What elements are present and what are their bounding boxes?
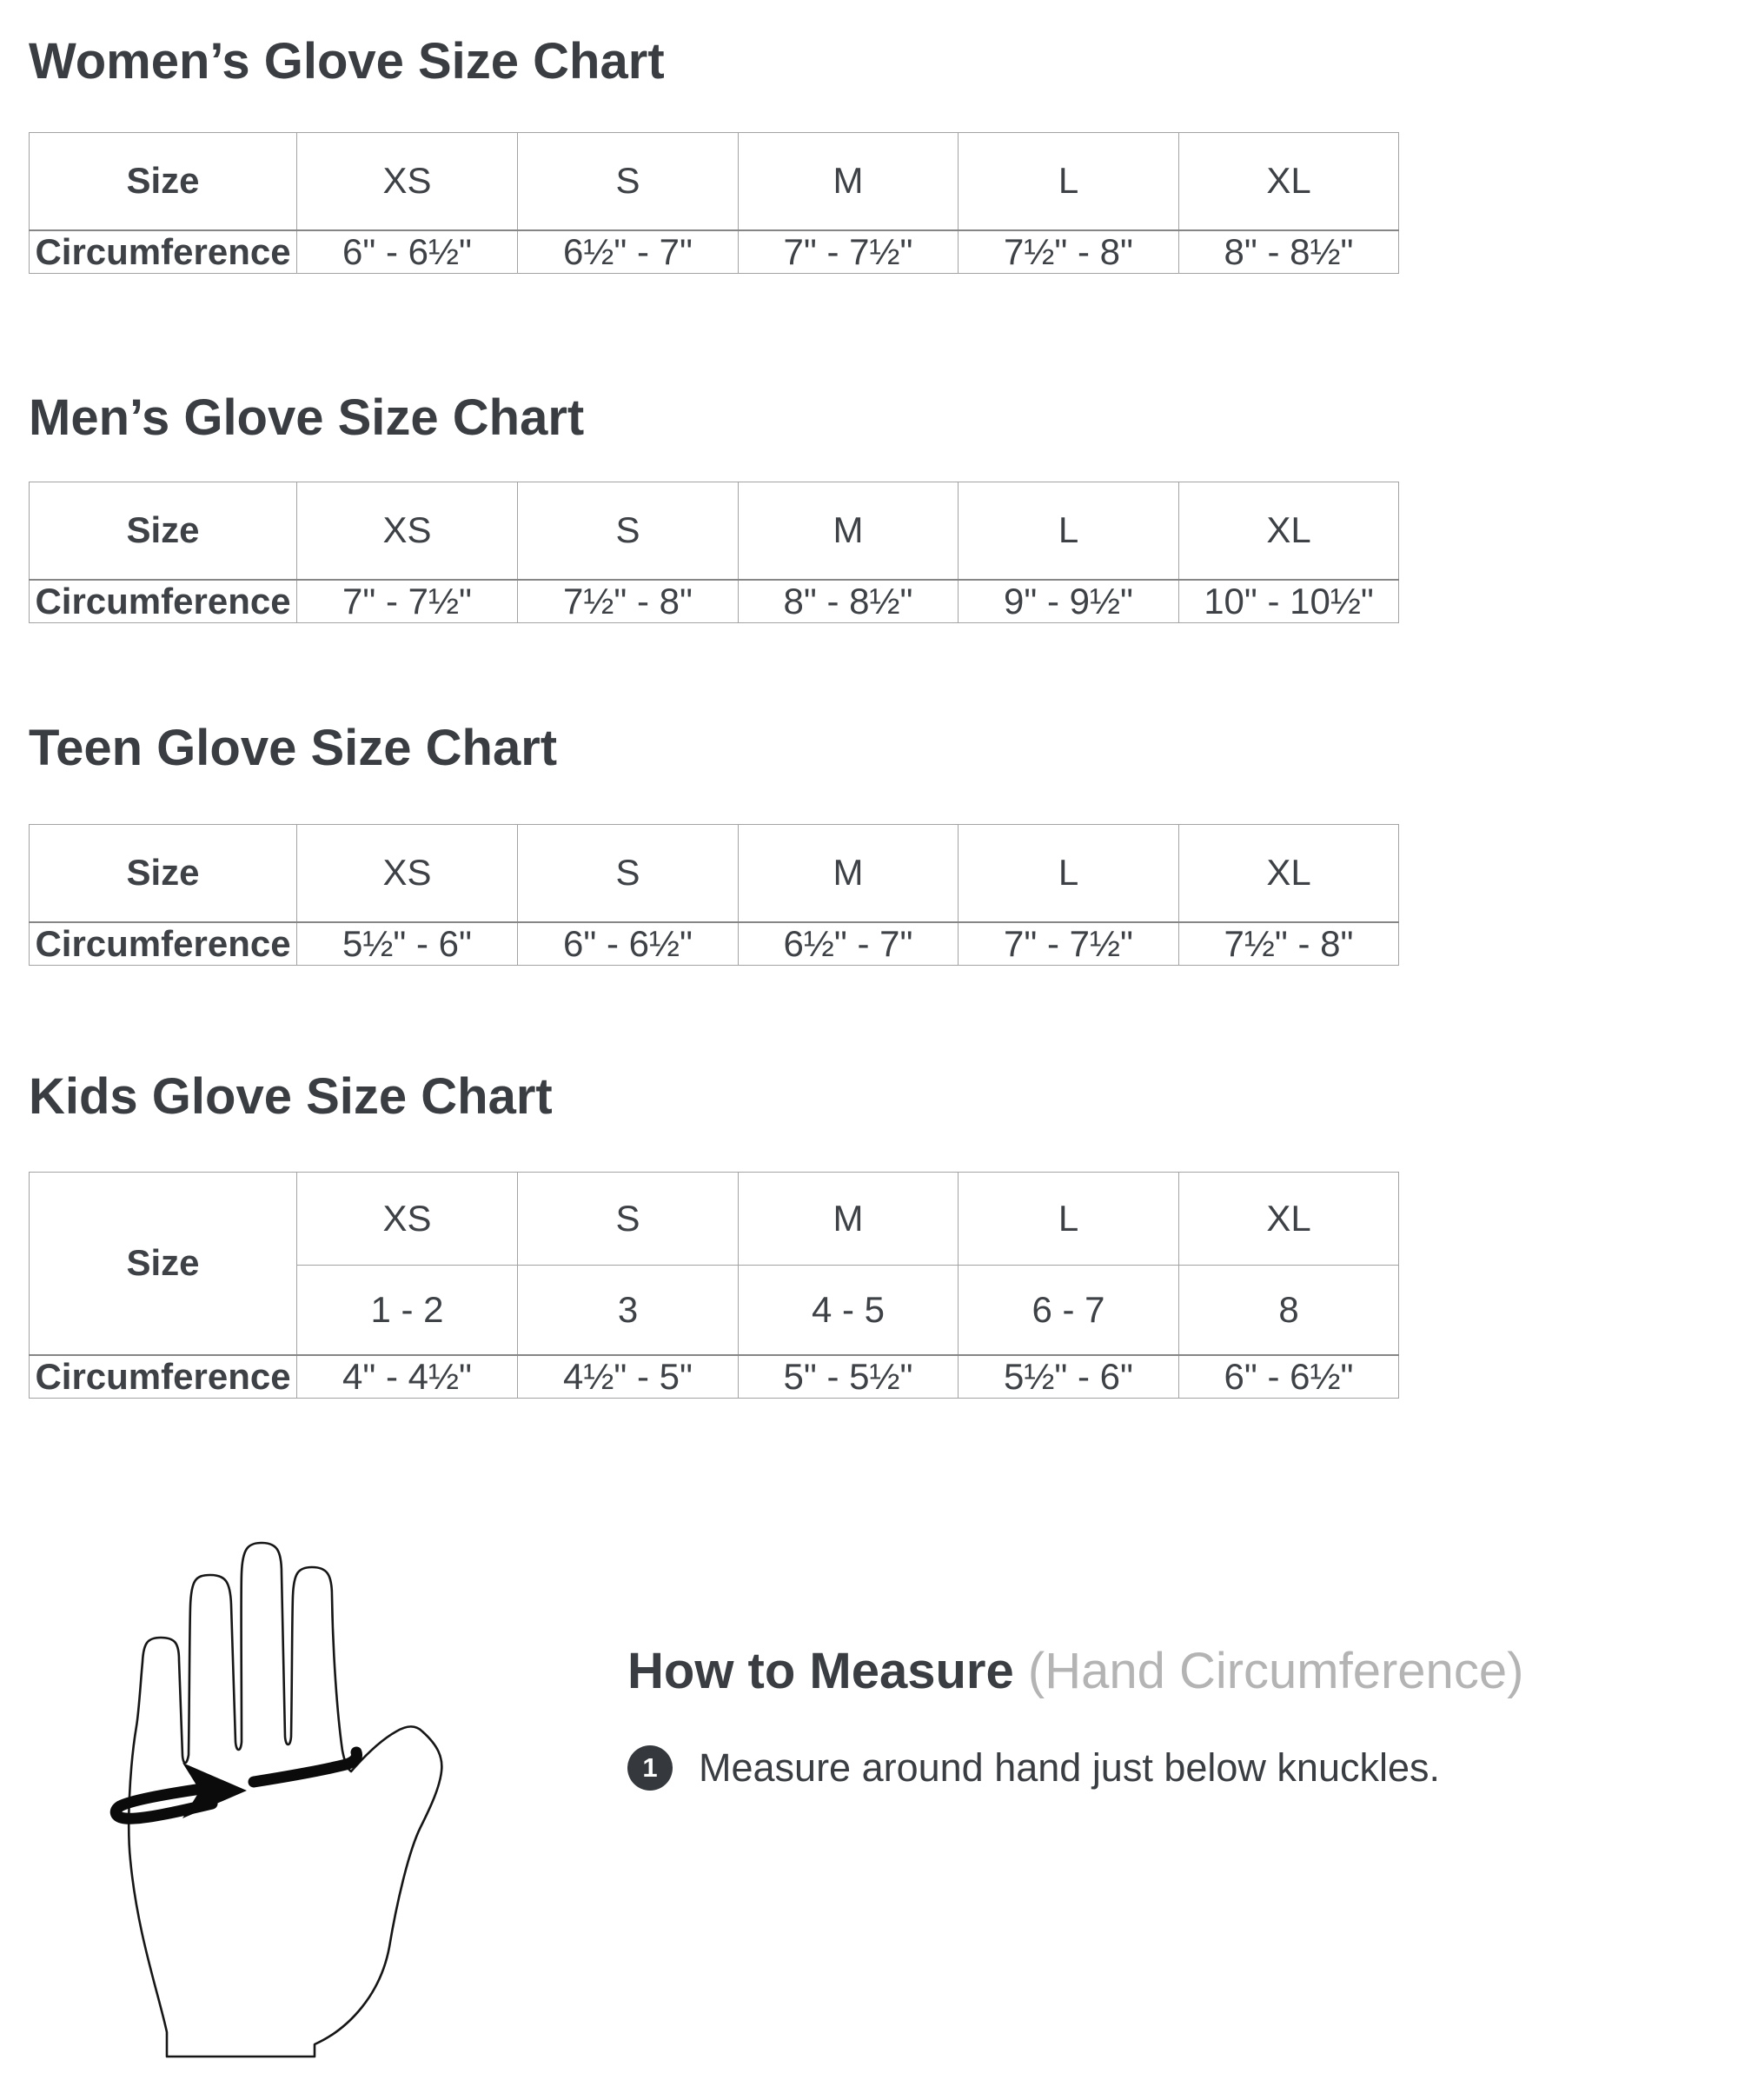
size-cell: S <box>518 133 739 230</box>
kids-size-chart <box>29 1172 1399 1399</box>
hand-outline <box>129 1543 441 2057</box>
size-cell: L <box>959 482 1179 580</box>
age-cell: 8 <box>1179 1266 1399 1355</box>
teen-size-chart <box>29 824 1399 966</box>
how-to-measure-subtitle: (Hand Circumference) <box>1027 1643 1524 1699</box>
circumference-cell: 7½" - 8" <box>959 230 1179 274</box>
how-to-measure-title-text: How to Measure <box>627 1643 1014 1699</box>
size-cell: S <box>518 1173 739 1266</box>
row-label-circumference: Circumference <box>30 1355 297 1399</box>
age-cell: 3 <box>518 1266 739 1355</box>
chart-title-men: Men’s Glove Size Chart <box>29 389 585 446</box>
size-cell: XL <box>1179 1173 1399 1266</box>
circumference-cell: 8" - 8½" <box>1179 230 1399 274</box>
size-cell: L <box>959 825 1179 922</box>
circumference-cell: 5½" - 6" <box>959 1355 1179 1399</box>
row-label-size: Size <box>30 482 297 580</box>
circumference-cell: 9" - 9½" <box>959 580 1179 623</box>
size-chart-table-teen <box>29 824 1399 966</box>
age-cell: 1 - 2 <box>297 1266 518 1355</box>
hand-illustration <box>92 1540 450 2062</box>
size-cell: XS <box>297 1173 518 1266</box>
how-to-measure-title <box>627 1643 1524 1699</box>
age-cell: 4 - 5 <box>739 1266 959 1355</box>
row-label-size: Size <box>30 1173 297 1355</box>
size-cell: XL <box>1179 825 1399 922</box>
size-cell: XL <box>1179 482 1399 580</box>
size-cell: M <box>739 825 959 922</box>
row-label-circumference: Circumference <box>30 922 297 966</box>
circumference-cell: 6" - 6½" <box>1179 1355 1399 1399</box>
size-cell: L <box>959 1173 1179 1266</box>
measure-step-1 <box>627 1745 1523 1791</box>
circumference-cell: 8" - 8½" <box>739 580 959 623</box>
circumference-cell: 6½" - 7" <box>518 230 739 274</box>
circumference-cell: 5" - 5½" <box>739 1355 959 1399</box>
row-label-circumference: Circumference <box>30 580 297 623</box>
size-cell: M <box>739 482 959 580</box>
men-size-chart <box>29 482 1399 623</box>
how-to-measure-section <box>627 1643 1524 1791</box>
size-cell: XS <box>297 133 518 230</box>
size-chart-table-women <box>29 132 1399 274</box>
chart-title-women: Women’s Glove Size Chart <box>29 33 665 90</box>
row-label-size: Size <box>30 133 297 230</box>
size-cell: M <box>739 133 959 230</box>
size-cell: XL <box>1179 133 1399 230</box>
chart-title-kids: Kids Glove Size Chart <box>29 1068 553 1125</box>
age-cell: 6 - 7 <box>959 1266 1179 1355</box>
women-size-chart <box>29 132 1399 274</box>
circumference-cell: 6½" - 7" <box>739 922 959 966</box>
circumference-cell: 7½" - 8" <box>518 580 739 623</box>
size-cell: XS <box>297 482 518 580</box>
chart-title-teen: Teen Glove Size Chart <box>29 720 558 776</box>
row-label-size: Size <box>30 825 297 922</box>
size-cell: S <box>518 482 739 580</box>
circumference-cell: 7" - 7½" <box>297 580 518 623</box>
size-chart-table-men <box>29 482 1399 623</box>
circumference-cell: 10" - 10½" <box>1179 580 1399 623</box>
size-cell: L <box>959 133 1179 230</box>
circumference-cell: 4" - 4½" <box>297 1355 518 1399</box>
step-number-badge: 1 <box>627 1745 673 1791</box>
circumference-cell: 7½" - 8" <box>1179 922 1399 966</box>
step-text: Measure around hand just below knuckles. <box>699 1745 1441 1790</box>
circumference-cell: 6" - 6½" <box>518 922 739 966</box>
size-chart-table-kids <box>29 1172 1399 1399</box>
size-cell: XS <box>297 825 518 922</box>
circumference-cell: 6" - 6½" <box>297 230 518 274</box>
size-cell: S <box>518 825 739 922</box>
size-cell: M <box>739 1173 959 1266</box>
circumference-cell: 7" - 7½" <box>959 922 1179 966</box>
circumference-cell: 5½" - 6" <box>297 922 518 966</box>
row-label-circumference: Circumference <box>30 230 297 274</box>
circumference-cell: 4½" - 5" <box>518 1355 739 1399</box>
circumference-cell: 7" - 7½" <box>739 230 959 274</box>
